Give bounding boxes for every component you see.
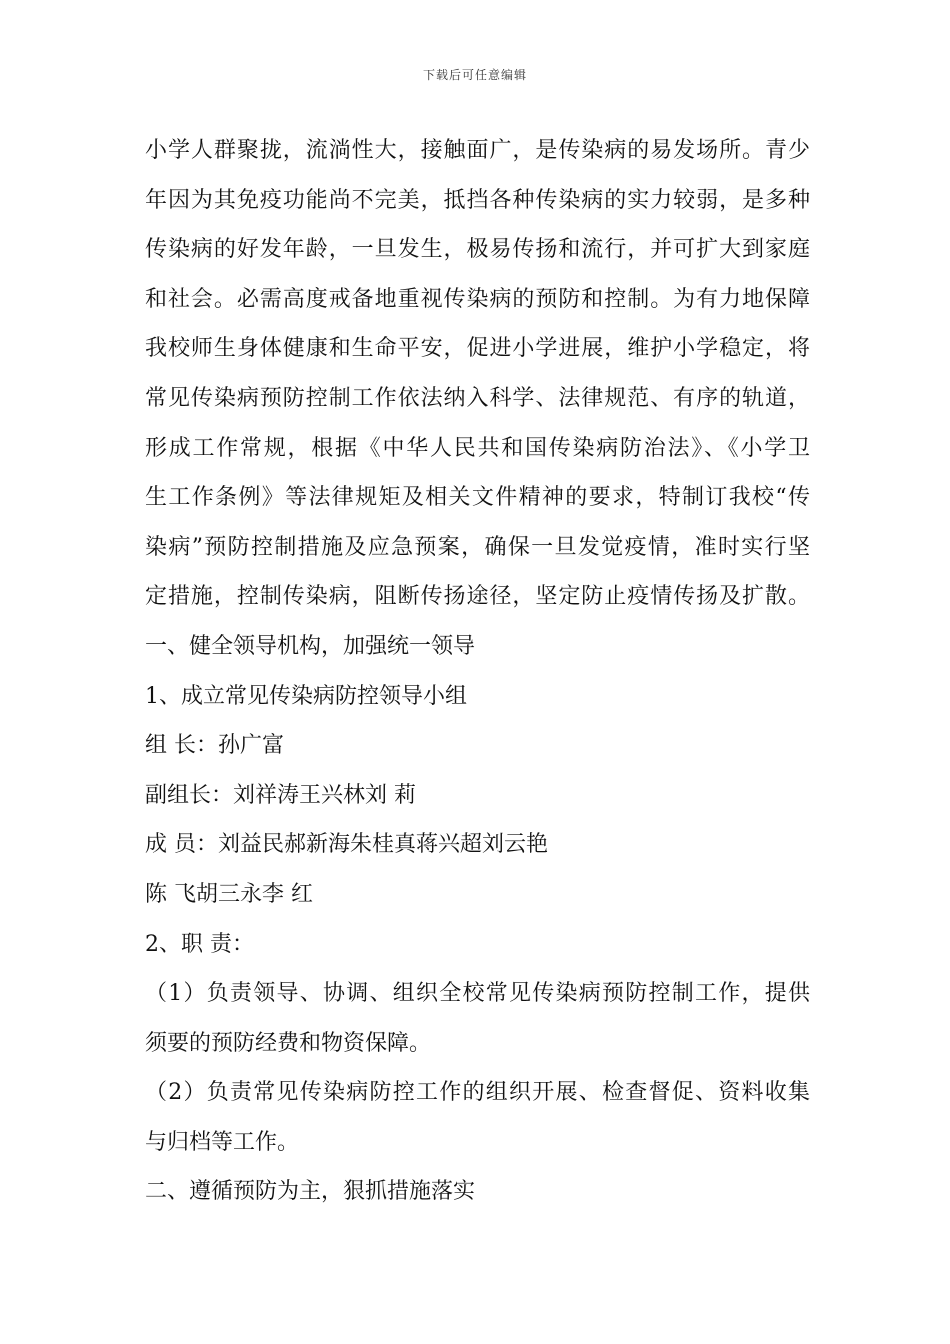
- paragraph-line: 染病”预防控制措施及应急预案，确保一旦发觉疫情，准时实行坚: [145, 534, 810, 560]
- document-body: [145, 126, 810, 1217]
- paragraph-line: 定措施，控制传染病，阻断传扬途径，坚定防止疫情传扬及扩散。: [145, 584, 810, 610]
- page-header-note: 下载后可任意编辑: [422, 68, 527, 82]
- paragraph-line: 生工作条例》等法律规矩及相关文件精神的要求，特制订我校“传: [145, 485, 810, 511]
- section-heading-2: 二、遵循预防为主，狠抓措施落实: [145, 1179, 476, 1205]
- paragraph-line: 传染病的好发年龄，一旦发生，极易传扬和流行，并可扩大到家庭: [145, 237, 810, 263]
- subsection-heading-1: 1、成立常见传染病防控领导小组: [145, 683, 467, 709]
- duty-1-line: （1）负责领导、协调、组织全校常见传染病预防控制工作，提供: [145, 981, 810, 1007]
- paragraph-line: 年因为其免疫功能尚不完美，抵挡各种传染病的实力较弱，是多种: [145, 187, 810, 213]
- paragraph-line: 和社会。必需高度戒备地重视传染病的预防和控制。为有力地保障: [145, 286, 810, 312]
- members-continued-line: 陈 飞胡三永李 红: [145, 881, 313, 907]
- paragraph-line: 我校师生身体健康和生命平安，促进小学进展，维护小学稳定，将: [145, 336, 810, 362]
- paragraph-line: 小学人群聚拢，流淌性大，接触面广，是传染病的易发场所。青少: [145, 138, 810, 163]
- paragraph-line: 形成工作常规，根据《中华人民共和国传染病防治法》、《小学卫: [145, 435, 810, 461]
- members-line: 成 员：刘益民郝新海朱桂真蒋兴超刘云艳: [145, 832, 548, 858]
- leader-line: 组 长：孙广富: [145, 733, 284, 759]
- paragraph-line: 常见传染病预防控制工作依法纳入科学、法律规范、有序的轨道，: [145, 385, 810, 411]
- vice-leader-line: 副组长：刘祥涛王兴林刘 莉: [145, 782, 416, 808]
- subsection-heading-2: 2、职 责：: [145, 931, 254, 957]
- section-heading-1: 一、健全领导机构，加强统一领导: [145, 633, 476, 659]
- duty-2-line: （2）负责常见传染病防控工作的组织开展、检查督促、资料收集: [145, 1080, 810, 1106]
- duty-1-line: 须要的预防经费和物资保障。: [145, 1030, 432, 1056]
- duty-2-line: 与归档等工作。: [145, 1129, 300, 1155]
